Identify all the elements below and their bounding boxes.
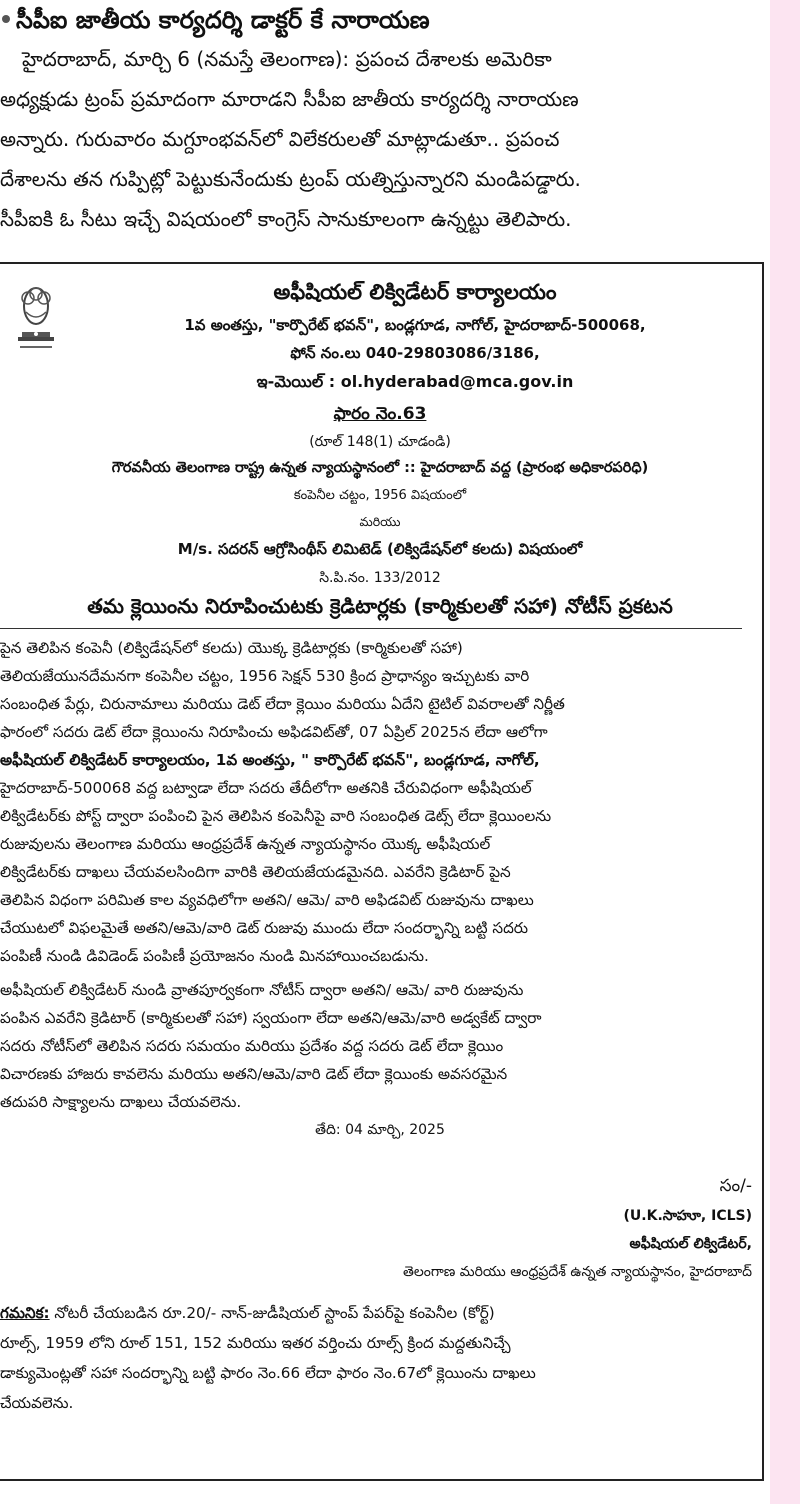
paragraph-line: సంబంధిత పేర్లు, చిరునామాలు మరియు డెట్ లేదా క్లెయిం మరియు ఏదేని టైటిల్ వివరాలతో నిర్ణీత — [0, 695, 565, 713]
note-line — [0, 1298, 755, 1328]
court-name: గౌరవనీయ తెలంగాణ రాష్ట్ర ఉన్నత న్యాయస్థానంలో :: హైదరాబాద్ వద్ద (ప్రారంభ అధికారపరిధి) — [111, 460, 649, 476]
notice-title: తమ క్లెయింను నిరూపించుటకు క్రెడిటార్లకు (కార్మికులతో సహా) నోటీస్ ప్రకటన — [87, 594, 673, 618]
notice-date: తేది: 04 మార్చి, 2025 — [315, 1122, 445, 1138]
paragraph-line: తదుపరి సాక్ష్యాలను దాఖలు చేయవలెను. — [0, 1093, 242, 1111]
side-margin-strip — [770, 0, 800, 1504]
paragraph-line: తెలియజేయునదేమనగా కంపెనీల చట్టం, 1956 సెక్షన్ 530 క్రింద ప్రాధాన్యం ఇచ్చుటకు వారి — [0, 667, 530, 685]
form-number: ఫారం నెం.63 — [333, 404, 427, 424]
office-address: 1వ అంతస్తు, "కార్పొరేట్ భవన్", బండ్లగూడ, నాగోల్, హైదరాబాద్-500068, — [184, 316, 646, 334]
paragraph-line: చేయుటలో విఫలమైతే అతని/ఆమె/వారి డెట్ రుజువు ముందు లేదా సందర్భాన్ని బట్టి సదరు — [0, 919, 529, 937]
paragraph-line: అఫీషియల్ లిక్విడేటర్ నుండి వ్రాతపూర్వకంగా నోటీస్ ద్వారా అతని/ ఆమె/ వారి రుజువును — [0, 981, 524, 999]
paragraph-line: పంపిణీ నుండి డివిడెండ్ పంపిణీ ప్రయోజనం నుండి మినహాయించబడును. — [0, 947, 429, 965]
bullet-icon — [2, 15, 10, 23]
company-name: M/s. సదరన్ ఆగ్రోసింథీస్ లిమిటెడ్ (లిక్విడేషన్‌లో కలదు) విషయంలో — [177, 540, 583, 558]
news-line: దేశాలను తన గుప్పిట్లో పెట్టుకునేందుకు ట్రంప్ యత్నిస్తున్నారని మండిపడ్డారు. — [0, 167, 581, 191]
paragraph-line: విచారణకు హాజరు కావలెను మరియు అతని/ఆమె/వారి డెట్ లేదా క్లెయింకు అవసరమైన — [0, 1065, 508, 1083]
note-line: రూల్స్, 1959 లోని రూల్ 151, 152 మరియు ఇతర వర్తించు రూల్స్ క్రింద మద్దతునిచ్చే — [0, 1334, 511, 1352]
office-name: అఫీషియల్ లిక్విడేటర్ కార్యాలయం — [273, 280, 557, 304]
news-line: సీపీఐకి ఓ సీటు ఇచ్చే విషయంలో కాంగ్రెస్ సానుకూలంగా ఉన్నట్టు తెలిపారు. — [0, 207, 572, 231]
signatory-name: (U.K.సాహూ, ICLS) — [623, 1208, 752, 1224]
paragraph-line: తెలిపిన విధంగా పరిమిత కాల వ్యవధిలోగా అతని/ ఆమె/ వారి అఫిడవిట్ రుజువును దాఖలు — [0, 891, 534, 909]
news-line: హైదరాబాద్, మార్చి 6 (నమస్తే తెలంగాణ): ప్రపంచ దేశాలకు అమెరికా — [22, 47, 552, 71]
divider — [0, 628, 742, 629]
office-phone: ఫోన్ నం.లు 040-29803086/3186, — [290, 344, 540, 362]
paragraph-line: లిక్విడేటర్‌కు పోస్ట్ ద్వారా పంపించి పైన తెలిపిన కంపెనీపై వారి సంబంధిత డెట్స్ లేదా క్లెయింలను — [0, 807, 552, 825]
paragraph-line: లిక్విడేటర్‌కు దాఖలు చేయవలసిందిగా వారికి తెలియజేయడమైనది. ఎవరేని క్రెడిటార్ పైన — [0, 863, 511, 881]
and-text: మరియు — [359, 514, 401, 529]
paragraph-line: పంపిన ఎవరేని క్రెడిటార్ (కార్మికులతో సహా) స్వయంగా లేదా అతని/ఆమె/వారి అడ్వకేట్ ద్వారా — [0, 1009, 542, 1027]
paragraph-line: సదరు నోటీస్‌లో తెలిపిన సదరు సమయం మరియు ప్రదేశం వద్ద సదరు డెట్ లేదా క్లెయిం — [0, 1037, 504, 1055]
signatory-court: తెలంగాణ మరియు ఆంధ్రప్రదేశ్ ఉన్నత న్యాయస్థానం, హైదరాబాద్ — [402, 1264, 752, 1280]
news-line: అన్నారు. గురువారం మగ్దూంభవన్‌లో విలేకరులతో మాట్లాడుతూ.. ప్రపంచ — [0, 127, 560, 151]
act-reference: కంపెనీల చట్టం, 1956 విషయంలో — [293, 488, 467, 503]
note-line: డాక్యుమెంట్లతో సహా సందర్భాన్ని బట్టి ఫారం నెం.66 లేదా ఫారం నెం.67లో క్లెయింను దాఖలు — [0, 1364, 536, 1382]
news-line: అధ్యక్షుడు ట్రంప్ ప్రమాదంగా మారాడని సీపీఐ జాతీయ కార్యదర్శి నారాయణ — [0, 87, 579, 111]
news-headline — [0, 0, 430, 40]
liquidator-notice — [0, 262, 764, 1481]
signature-mark: సం/- — [719, 1176, 752, 1196]
rule-reference: (రూల్ 148(1) చూడండి) — [309, 434, 451, 450]
news-headline-text: సీపీఐ జాతీయ కార్యదర్శి డాక్టర్ కే నారాయణ — [16, 6, 430, 34]
paragraph-line: ఫారంలో సదరు డెట్ లేదా క్లెయింను నిరూపించు అఫిడవిట్‌తో, 07 ఏప్రిల్ 2025న లేదా ఆలోగా — [0, 723, 548, 741]
note-line: చేయవలెను. — [0, 1394, 74, 1412]
case-number: సి.పి.నం. 133/2012 — [319, 570, 441, 586]
national-emblem-icon — [8, 276, 64, 356]
paragraph-line: హైదరాబాద్-500068 వద్ద బట్వాడా లేదా సదరు తేదీలోగా అతనికి చేరువిధంగా అఫీషియల్ — [0, 779, 532, 797]
paragraph-line: పైన తెలిపిన కంపెనీ (లిక్విడేషన్‌లో కలదు) యొక్క క్రెడిటార్లకు (కార్మికులతో సహా) — [0, 639, 463, 657]
paragraph-line: రుజువులను తెలంగాణ మరియు ఆంధ్రప్రదేశ్ ఉన్నత న్యాయస్థానం యొక్క అఫీషియల్ — [0, 835, 491, 853]
note-text: నోటరీ చేయబడిన రూ.20/- నాన్-జుడీషియల్ స్టాంప్ పేపర్‌పై కంపెనీల (కోర్ట్) — [49, 1304, 495, 1322]
paragraph-line: అఫీషియల్ లిక్విడేటర్ కార్యాలయం, 1వ అంతస్తు, " కార్పొరేట్ భవన్", బండ్లగూడ, నాగోల్, — [0, 751, 540, 769]
note-label: గమనిక: — [0, 1304, 50, 1322]
signatory-designation: అఫీషియల్ లిక్విడేటర్, — [629, 1236, 752, 1252]
office-email: ఇ-మెయిల్ : ol.hyderabad@mca.gov.in — [256, 372, 574, 391]
